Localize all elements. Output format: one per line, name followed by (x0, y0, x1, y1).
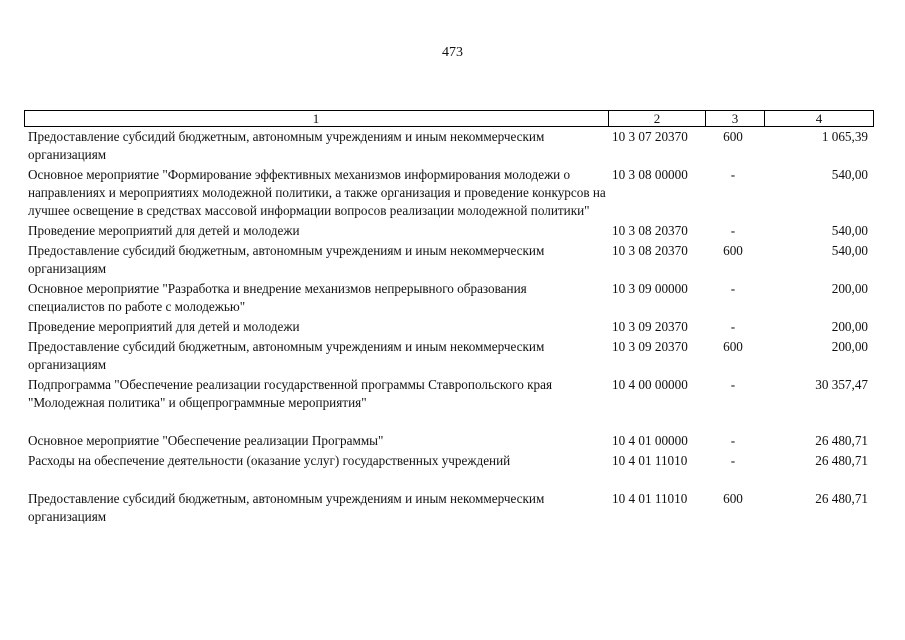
table-row (28, 452, 874, 470)
row-amount: 26 480,71 (815, 491, 868, 506)
row-code: 10 3 08 00000 (612, 167, 688, 182)
row-name: Расходы на обеспечение деятельности (оказание услуг) государственных учреждений (28, 453, 511, 468)
row-type: 600 (723, 243, 743, 258)
table-header (24, 110, 874, 127)
row-code: 10 3 08 20370 (612, 243, 688, 258)
row-name: Основное мероприятие "Обеспечение реализации Программы" (28, 433, 384, 448)
row-amount: 540,00 (831, 223, 868, 238)
row-type: 600 (723, 129, 743, 144)
row-type: - (730, 319, 736, 334)
row-type: 600 (723, 491, 743, 506)
page-number: 473 (442, 45, 463, 60)
row-amount: 26 480,71 (815, 453, 868, 468)
row-name: Основное мероприятие "Формирование эффективных механизмов информирования молодежи о направлениях и мероприятиях молодежной политики, а также организация и проведение конкурсов на лучшее освещение в средствах массовой информации вопросов реализации молодежной политики" (28, 167, 606, 218)
row-name: Проведение мероприятий для детей и молодежи (28, 223, 300, 238)
row-type: - (730, 167, 736, 182)
row-name: Предоставление субсидий бюджетным, автономным учреждениям и иным некоммерческим организациям (28, 491, 545, 524)
row-code: 10 4 01 00000 (612, 433, 688, 448)
row-name: Предоставление субсидий бюджетным, автономным учреждениям и иным некоммерческим организациям (28, 243, 545, 276)
row-type: - (730, 453, 736, 468)
table-row (28, 318, 874, 336)
row-type: - (730, 433, 736, 448)
row-name: Основное мероприятие "Разработка и внедрение механизмов непрерывного образования специалистов по работе с молодежью" (28, 281, 527, 314)
row-amount: 540,00 (831, 167, 868, 182)
row-code: 10 4 00 00000 (612, 377, 688, 392)
row-name: Проведение мероприятий для детей и молодежи (28, 319, 300, 334)
row-code: 10 3 09 00000 (612, 281, 688, 296)
row-amount: 540,00 (831, 243, 868, 258)
row-name: Подпрограмма "Обеспечение реализации государственной программы Ставропольского края "Молодежная политика" и общепрограммные мероприятия" (28, 377, 553, 410)
row-code: 10 3 08 20370 (612, 223, 688, 238)
table-row (28, 222, 874, 240)
table-row (28, 432, 874, 450)
row-amount: 200,00 (831, 339, 868, 354)
table-row (28, 280, 874, 316)
row-amount: 1 065,39 (821, 129, 868, 144)
header-col-2: 2 (653, 111, 661, 126)
row-type: - (730, 223, 736, 238)
row-code: 10 4 01 11010 (612, 453, 688, 468)
table-row (28, 166, 874, 220)
header-col-3: 3 (731, 111, 739, 126)
header-col-1: 1 (312, 111, 320, 126)
row-code: 10 4 01 11010 (612, 491, 688, 506)
row-type: - (730, 281, 736, 296)
row-code: 10 3 07 20370 (612, 129, 688, 144)
row-amount: 200,00 (831, 281, 868, 296)
row-name: Предоставление субсидий бюджетным, автономным учреждениям и иным некоммерческим организациям (28, 339, 545, 372)
row-type: 600 (723, 339, 743, 354)
table-row (28, 242, 874, 278)
table-row (28, 376, 874, 412)
row-type: - (730, 377, 736, 392)
table-body (28, 128, 874, 526)
table-row (28, 128, 874, 164)
row-name: Предоставление субсидий бюджетным, автономным учреждениям и иным некоммерческим организациям (28, 129, 545, 162)
row-amount: 26 480,71 (815, 433, 868, 448)
row-code: 10 3 09 20370 (612, 319, 688, 334)
header-col-4: 4 (815, 111, 823, 126)
row-amount: 200,00 (831, 319, 868, 334)
table-row (28, 338, 874, 374)
row-amount: 30 357,47 (815, 377, 868, 392)
row-code: 10 3 09 20370 (612, 339, 688, 354)
table-row (28, 490, 874, 526)
